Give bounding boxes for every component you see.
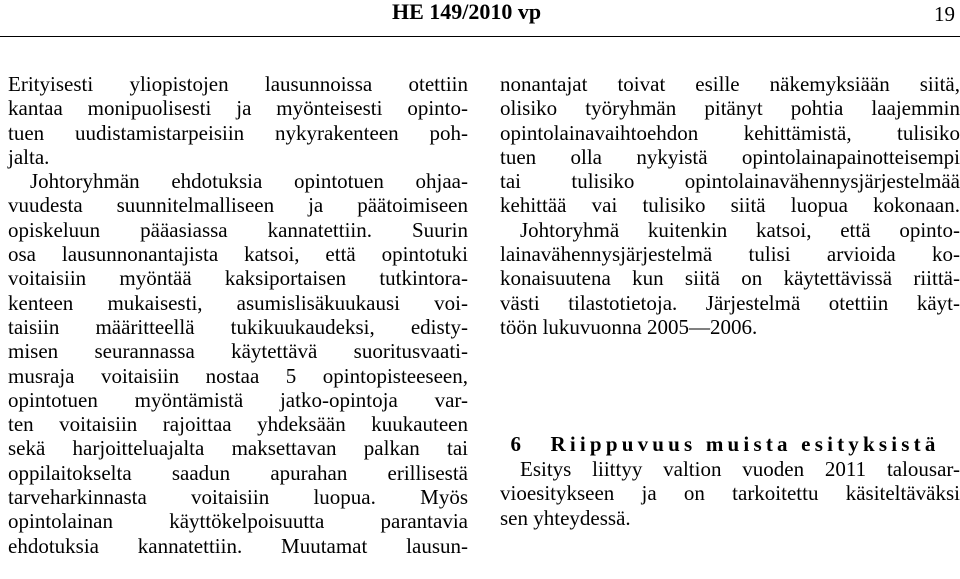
text-line: tuen uudistamistarpeisiin nykyrakenteen poh- <box>8 120 468 145</box>
text-line: nonantajat toivat esille näkemyksiään siitä, <box>500 72 960 96</box>
section-number: 6 <box>510 432 521 456</box>
text-line: töön lukuvuonna 2005—2006. <box>500 314 758 339</box>
page-header <box>0 0 960 40</box>
section-heading <box>500 405 940 457</box>
header-rule <box>0 36 960 37</box>
text-line: västi tilastotietoja. Järjestelmä otettiin käyt- <box>500 290 960 315</box>
text-line: Erityisesti yliopistojen lausunnoissa otettiin <box>8 72 468 96</box>
text-line: opintotuen myöntämistä jatko-opintoja var- <box>8 387 468 412</box>
text-line: misen seurannassa käytettävä suoritusvaati- <box>8 339 468 364</box>
text-line: sen yhteydessä. <box>500 505 631 530</box>
text-line: Johtoryhmä kuitenkin katsoi, että opinto- <box>520 217 960 242</box>
document-id: HE 149/2010 vp <box>392 0 542 24</box>
text-line: kenteen mukaisesti, asumislisäkuukausi voi- <box>8 290 468 315</box>
text-line: jalta. <box>8 144 50 169</box>
text-line: ehdotuksia kannatettiin. Muutamat lausun- <box>8 533 468 558</box>
right-column <box>500 72 960 339</box>
text-line: vioesitykseen ja on tarkoitettu käsiteltäväksi <box>500 481 960 506</box>
section-title: Riippuvuus muista esityksistä <box>550 432 940 456</box>
text-line: musraja voitaisiin nostaa 5 opintopisteeseen, <box>8 363 468 388</box>
text-line: sekä harjoitteluajalta maksettavan palkan tai <box>8 436 468 461</box>
text-line: tai tulisiko opintolainavähennysjärjestelmää <box>500 169 960 194</box>
text-line: oppilaitokselta saadun apurahan erillisestä <box>8 460 468 485</box>
text-line: Johtoryhmän ehdotuksia opintotuen ohjaa- <box>30 169 468 194</box>
text-line: vuudesta suunnitelmalliseen ja päätoimiseen <box>8 193 468 218</box>
text-line: osa lausunnonantajista katsoi, että opintotuki <box>8 242 468 267</box>
text-line: opiskeluun pääasiassa kannatettiin. Suurin <box>8 217 468 242</box>
text-line: Esitys liittyy valtion vuoden 2011 talousar- <box>520 457 960 481</box>
text-line: lainavähennysjärjestelmä tulisi arvioida ko- <box>500 242 960 267</box>
text-line: olisiko työryhmän pitänyt pohtia laajemmin <box>500 96 960 121</box>
text-line: kantaa monipuolisesti ja myönteisesti opinto- <box>8 96 468 121</box>
text-line: opintolainan käyttökelpoisuutta parantavia <box>8 509 468 534</box>
page-number: 19 <box>934 2 955 26</box>
text-line: opintolainavaihtoehdon kehittämistä, tulisiko <box>500 120 960 145</box>
text-line: kehittää vai tulisiko siitä luopua kokonaan. <box>500 193 960 218</box>
text-line: konaisuutena kun siitä on käytettävissä riittä- <box>500 266 960 291</box>
text-line: tuen olla nykyistä opintolainapainotteisempi <box>500 144 960 169</box>
text-line: ten voitaisiin rajoittaa yhdeksään kuukauteen <box>8 412 468 437</box>
text-line: taisiin määritteellä tukikuukaudeksi, edisty- <box>8 314 468 339</box>
section-body <box>500 457 960 530</box>
text-line: tarveharkinnasta voitaisiin luopua. Myös <box>8 485 468 510</box>
left-column <box>8 72 468 558</box>
text-line: voitaisiin myöntää kaksiportaisen tutkintora- <box>8 266 468 291</box>
